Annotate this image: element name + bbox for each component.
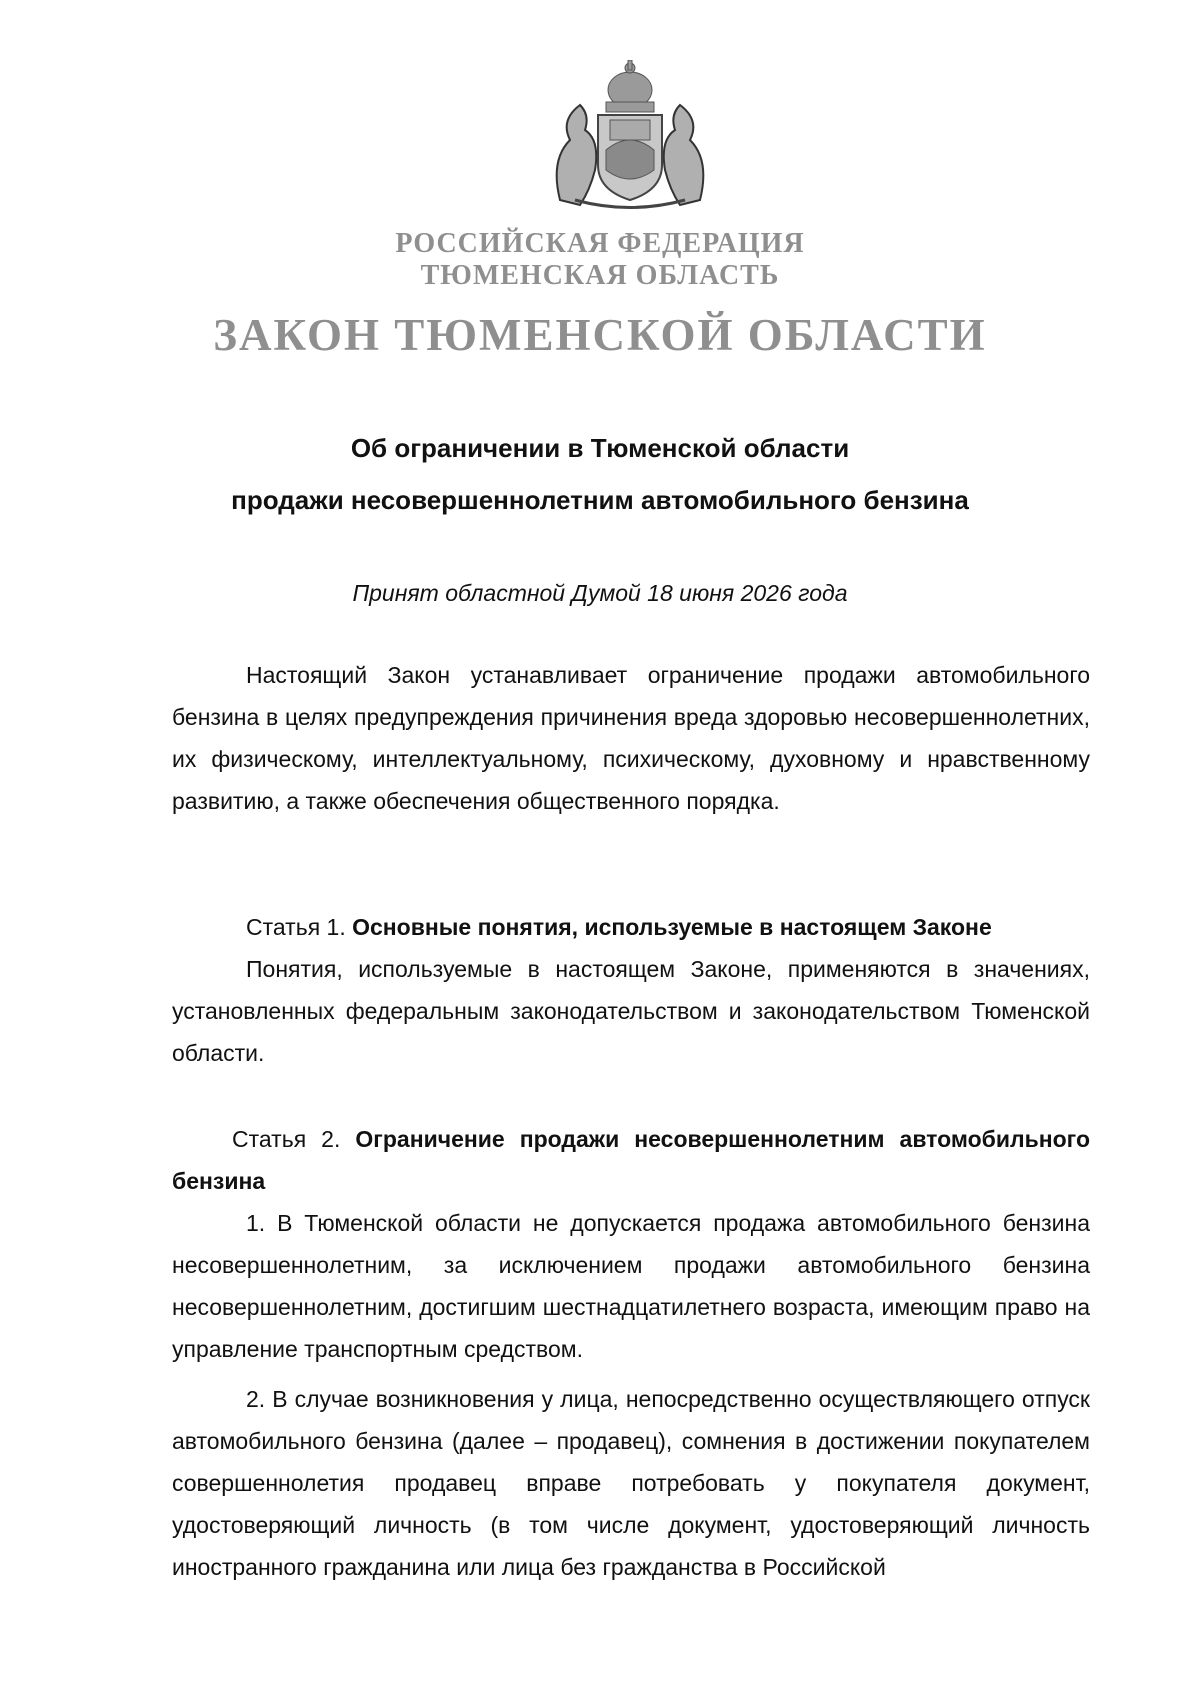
header-country: РОССИЙСКАЯ ФЕДЕРАЦИЯ xyxy=(395,228,805,259)
article-1-heading xyxy=(172,906,1090,948)
article-2-label: Статья 2. xyxy=(232,1126,341,1152)
law-title-line2: продажи несовершеннолетним автомобильного бензина xyxy=(231,485,969,515)
article-2-paragraph-2: 2. В случае возникновения у лица, непосредственно осуществляющего отпуск автомобильного бензина (далее – продавец), сомнения в достижении покупателем совершеннолетия продавец вправе потребовать у покупателя документ, удостоверяющий личность (в том числе документ, удостоверяющий личность иностранного гражданина или лица без гражданства в Российской xyxy=(172,1386,1090,1580)
article-1-label: Статья 1. xyxy=(246,914,346,940)
article-2-title: Ограничение продажи несовершеннолетним автомобильного бензина xyxy=(172,1126,1090,1194)
article-1-text: Понятия, используемые в настоящем Законе, применяются в значениях, установленных федеральным законодательством и законодательством Тюменской области. xyxy=(172,956,1090,1066)
coat-of-arms-icon xyxy=(540,60,720,210)
article-2-heading xyxy=(172,1118,1090,1202)
article-1 xyxy=(172,906,1090,1074)
preamble: Настоящий Закон устанавливает ограничение продажи автомобильного бензина в целях предупреждения причинения вреда здоровью несовершеннолетних, их физическому, интеллектуальному, психическому, духовному и нравственному развитию, а также обеспечения общественного порядка. xyxy=(172,662,1090,814)
article-1-title: Основные понятия, используемые в настоящем Законе xyxy=(352,914,992,940)
article-2 xyxy=(172,1118,1090,1588)
header-doc-type: ЗАКОН ТЮМЕНСКОЙ ОБЛАСТИ xyxy=(213,310,987,360)
law-title-line1: Об ограничении в Тюменской области xyxy=(350,433,850,463)
header-region: ТЮМЕНСКАЯ ОБЛАСТЬ xyxy=(420,260,780,291)
adopted-date: Принят областной Думой 18 июня 2026 года xyxy=(352,580,848,606)
article-2-paragraph-1: 1. В Тюменской области не допускается продажа автомобильного бензина несовершеннолетним, за исключением продажи автомобильного бензина несовершеннолетним, достигшим шестнадцатилетнего возраста, имеющим право на управление транспортным средством. xyxy=(172,1210,1090,1362)
law-title xyxy=(0,422,1200,526)
